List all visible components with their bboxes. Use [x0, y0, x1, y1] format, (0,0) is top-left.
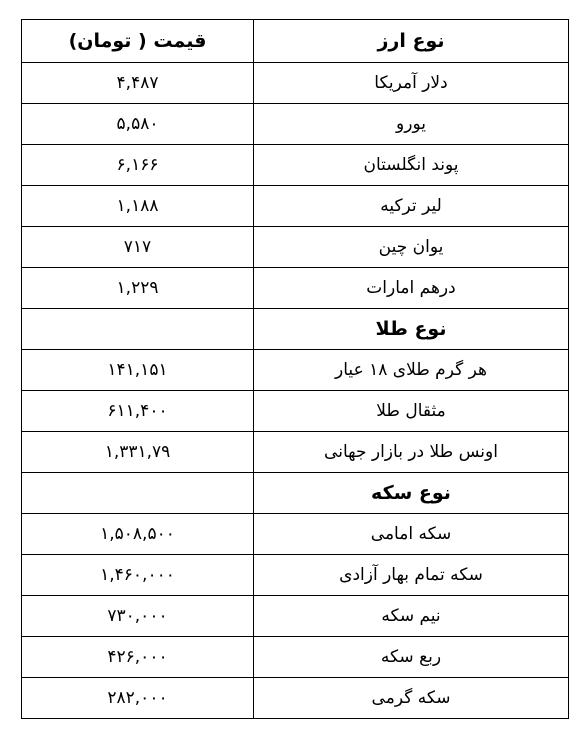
item-name-cell: سکه امامی [254, 514, 569, 555]
price-column-header-label: قیمت ( تومان) [68, 29, 207, 52]
price-cell: ۱,۲۲۹ [22, 268, 254, 309]
coin-section-title: نوع سکه [254, 473, 569, 514]
empty-cell [22, 473, 254, 514]
price-cell: ۴,۴۸۷ [22, 63, 254, 104]
price-cell: ۱,۴۶۰,۰۰۰ [22, 555, 254, 596]
table-row [22, 63, 569, 104]
price-cell: ۷۱۷ [22, 227, 254, 268]
table-row [22, 227, 569, 268]
table-row [22, 555, 569, 596]
item-name-cell: سکه گرمی [254, 678, 569, 719]
table-row [22, 104, 569, 145]
price-cell: ۶,۱۶۶ [22, 145, 254, 186]
price-cell: ۲۸۲,۰۰۰ [22, 678, 254, 719]
price-cell: ۱,۳۳۱,۷۹ [22, 432, 254, 473]
price-column-header [22, 20, 254, 63]
table-row [22, 145, 569, 186]
item-name-cell: یوان چین [254, 227, 569, 268]
gold-section-header-row [22, 309, 569, 350]
item-name-cell: سکه تمام بهار آزادی [254, 555, 569, 596]
price-cell: ۱۴۱,۱۵۱ [22, 350, 254, 391]
price-table [21, 19, 569, 719]
item-name-cell: لیر ترکیه [254, 186, 569, 227]
item-name-cell: نیم سکه [254, 596, 569, 637]
table-row [22, 678, 569, 719]
table-row [22, 637, 569, 678]
item-name-cell: یورو [254, 104, 569, 145]
item-name-cell: درهم امارات [254, 268, 569, 309]
price-cell: ۱,۱۸۸ [22, 186, 254, 227]
coin-section-header-row [22, 473, 569, 514]
price-cell: ۶۱۱,۴۰۰ [22, 391, 254, 432]
price-cell: ۴۲۶,۰۰۰ [22, 637, 254, 678]
item-name-cell: دلار آمریکا [254, 63, 569, 104]
table-row [22, 186, 569, 227]
table-row [22, 432, 569, 473]
header-row [22, 20, 569, 63]
price-cell: ۵,۵۸۰ [22, 104, 254, 145]
item-name-cell: پوند انگلستان [254, 145, 569, 186]
table-row [22, 514, 569, 555]
table-row [22, 391, 569, 432]
price-cell: ۱,۵۰۸,۵۰۰ [22, 514, 254, 555]
type-column-header-label: نوع ارز [377, 29, 445, 52]
type-column-header [254, 20, 569, 63]
price-cell: ۷۳۰,۰۰۰ [22, 596, 254, 637]
item-name-cell: ربع سکه [254, 637, 569, 678]
item-name-cell: اونس طلا در بازار جهانی [254, 432, 569, 473]
gold-section-title: نوع طلا [254, 309, 569, 350]
empty-cell [22, 309, 254, 350]
item-name-cell: مثقال طلا [254, 391, 569, 432]
item-name-cell: هر گرم طلای ۱۸ عیار [254, 350, 569, 391]
table-row [22, 350, 569, 391]
table-row [22, 596, 569, 637]
table-row [22, 268, 569, 309]
